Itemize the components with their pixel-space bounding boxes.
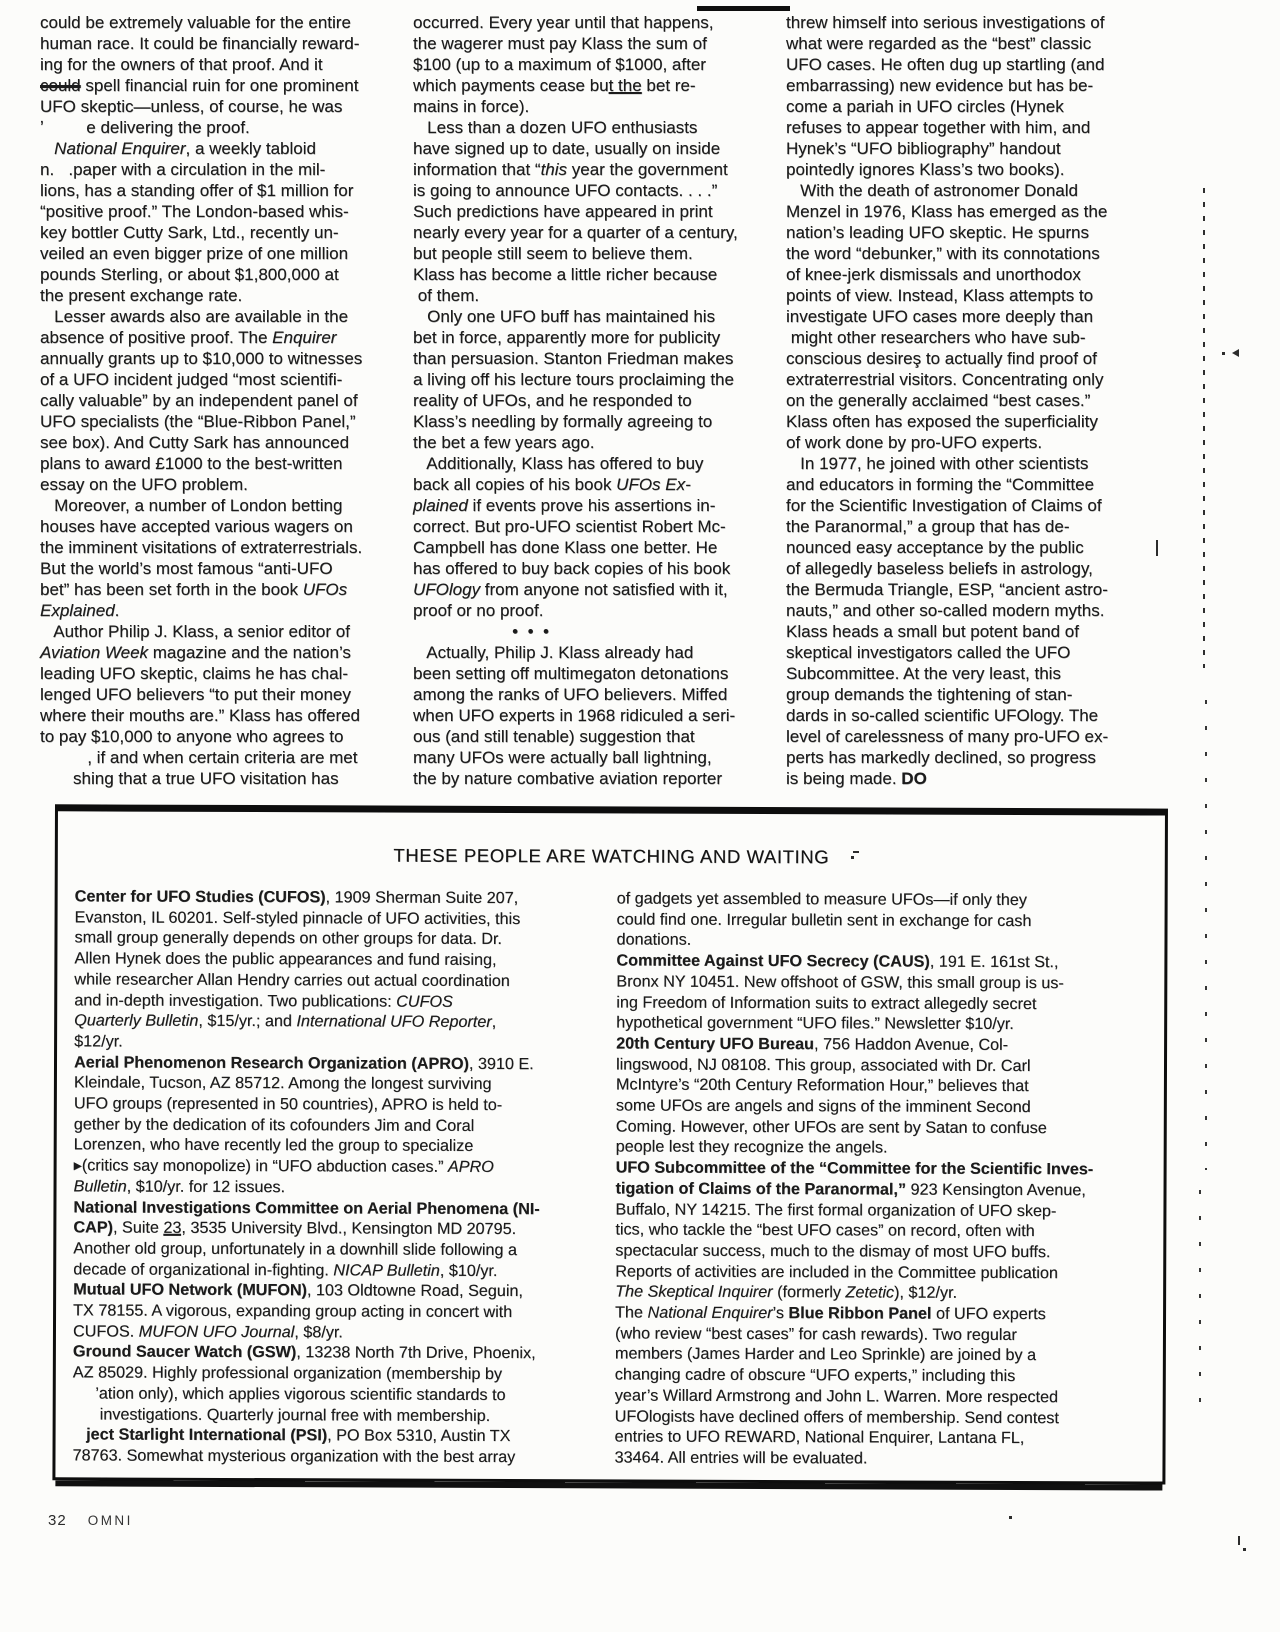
text-line: 78763. Somewhat mysterious organization with the best array — [72, 1446, 516, 1467]
text-line: lions, has a standing offer of $1 million for — [40, 181, 354, 200]
text-line: mains in force). — [413, 97, 530, 116]
text-line: gether by the dedication of its cofounders Jim and Coral — [73, 1115, 475, 1135]
text-line: the present exchange rate. — [40, 286, 243, 305]
text-line: and in-depth investigation. Two publications: CUFOS — [74, 990, 453, 1011]
scan-artifact — [1238, 1536, 1240, 1545]
text-line: nauts,” and other so-called modern myths. — [786, 601, 1105, 620]
magazine-name: OMNI — [87, 1513, 133, 1528]
text-line: investigate UFO cases more deeply than — [786, 307, 1094, 326]
text-line: decade of organizational in-fighting. NICAP Bulletin, $10/yr. — [73, 1260, 498, 1280]
text-line: has offered to buy back copies of his book — [413, 559, 731, 578]
text-line: what were regarded as the “best” classic — [786, 34, 1092, 53]
text-line: Aerial Phenomenon Research Organization (APRO), 3910 E. — [73, 1052, 534, 1073]
text-line: Kleindale, Tucson, AZ 85712. Among the longest surviving — [73, 1073, 492, 1094]
text-line: perts has markedly declined, so progress — [786, 748, 1096, 767]
text-line: embarrassing) new evidence but has be- — [786, 76, 1094, 95]
text-line: 33464. All entries will be evaluated. — [614, 1448, 868, 1468]
text-line: TX 78155. A vigorous, expanding group acting in concert with — [73, 1301, 513, 1322]
scan-artifact — [1243, 1548, 1246, 1551]
text-line: pounds Sterling, or about $1,800,000 at — [40, 265, 339, 284]
text-line: National Enquirer, a weekly tabloid — [54, 139, 316, 158]
text-line: bet in force, apparently more for publicity — [413, 328, 721, 347]
text-line: see box). And Cutty Sark has announced — [40, 433, 350, 452]
text-line: UFO cases. He often dug up startling (and — [786, 55, 1105, 74]
text-line: plained if events prove his assertions in- — [413, 496, 716, 515]
text-line: Only one UFO buff has maintained his — [413, 307, 716, 326]
text-line: Lesser awards also are available in the — [40, 307, 349, 326]
text-line: cally valuable” by an independent panel of — [40, 391, 358, 410]
text-line: CAP), Suite 23, 3535 University Blvd., Kensington MD 20795. — [73, 1218, 517, 1239]
text-line: Buffalo, NY 14215. The first formal organization of UFO skep- — [615, 1199, 1057, 1220]
text-line: $100 (up to a maximum of $1000, after — [413, 55, 706, 74]
article-column-1 — [40, 12, 404, 789]
text-line: among the ranks of UFO believers. Miffed — [413, 685, 728, 704]
text-line: people lest they recognize the angels. — [615, 1137, 888, 1157]
text-line: Bulletin, $10/yr. for 12 issues. — [73, 1177, 286, 1197]
text-line: been setting off multimegaton detonations — [413, 664, 729, 683]
scan-artifact — [1203, 188, 1205, 668]
scan-artifact — [1156, 540, 1158, 556]
text-line: annually grants up to $10,000 to witnesses — [40, 349, 363, 368]
text-line: hypothetical government “UFO files.” Newsletter $10/yr. — [616, 1013, 1014, 1034]
text-line: Subcommittee. At the very least, this — [786, 664, 1061, 683]
text-line: The Skeptical Inquirer (formerly Zetetic), $12/yr. — [615, 1282, 958, 1303]
text-line: houses have accepted various wagers on — [40, 517, 353, 536]
text-line: year’s Willard Armstrong and John L. Warren. More respected — [614, 1386, 1059, 1407]
text-line: might other researchers who have sub- — [786, 328, 1086, 347]
text-line: ing Freedom of Information suits to extract allegedly secret — [616, 992, 1037, 1013]
text-line: ʼ e delivering the proof. — [40, 118, 250, 137]
text-line: Allen Hynek does the public appearances and fund raising, — [74, 949, 497, 970]
text-line: 20th Century UFO Bureau, 756 Haddon Avenue, Col- — [616, 1034, 1009, 1054]
text-line: Explained. — [40, 601, 120, 620]
scan-artifact — [1199, 1190, 1201, 1420]
text-line: McIntyre’s “20th Century Reformation Hour,” believes that — [615, 1075, 1029, 1096]
text-line: key bottler Cutty Sark, Ltd., recently un- — [40, 223, 339, 242]
text-line: veiled an even bigger prize of one million — [40, 244, 349, 263]
text-line: In 1977, he joined with other scientists — [786, 454, 1089, 473]
text-line: nation’s leading UFO skeptic. He spurns — [786, 223, 1090, 242]
text-line: ▸(critics say monopolize) in “UFO abduction cases.” APRO — [73, 1156, 494, 1177]
text-line: Lorenzen, who have recently led the group to specialize — [73, 1135, 474, 1156]
text-line: the by nature combative aviation reporter — [413, 769, 723, 788]
text-line: donations. — [616, 930, 692, 950]
text-line: Less than a dozen UFO enthusiasts — [413, 118, 698, 137]
box-column-2 — [614, 888, 1154, 1470]
text-line: correct. But pro-UFO scientist Robert Mc- — [413, 517, 726, 536]
text-line: conscious desireş to actually find proof of — [786, 349, 1097, 368]
text-line: n. .paper with a circulation in the mil- — [40, 160, 326, 179]
text-line: Author Philip J. Klass, a senior editor of — [40, 622, 350, 641]
text-line: Another old group, unfortunately in a downhill slide following a — [73, 1239, 517, 1260]
text-line: occurred. Every year until that happens, — [413, 13, 714, 32]
scan-artifact — [1232, 349, 1239, 357]
scan-artifact — [1205, 700, 1207, 1170]
text-line: on the generally acclaimed “best cases.” — [786, 391, 1091, 410]
text-line: ing for the owners of that proof. And it — [40, 55, 323, 74]
text-line: some UFOs are angels and signs of the imminent Second — [615, 1096, 1031, 1117]
text-line: the imminent visitations of extraterrestrials. — [40, 538, 363, 557]
text-line: changing cadre of obscure “UFO experts,” including this — [614, 1365, 1016, 1386]
text-line: Additionally, Klass has offered to buy — [413, 454, 704, 473]
text-line: The National Enquirer’s Blue Ribbon Panel of UFO experts — [615, 1303, 1046, 1324]
box-column-1 — [72, 886, 610, 1468]
text-line: plans to award £1000 to the best-written — [40, 454, 343, 473]
article-column-3 — [786, 12, 1150, 789]
text-line: Hynek’s “UFO bibliography” handout — [786, 139, 1061, 158]
text-line: But the world’s most famous “anti-UFO — [40, 559, 333, 578]
text-line: lenged UFO believers “to put their money — [40, 685, 351, 704]
text-line: for the Scientific Investigation of Claims of — [786, 496, 1102, 515]
scan-artifact — [853, 851, 859, 853]
article-body — [40, 12, 1150, 789]
text-line: pointedly ignores Klass’s two books). — [786, 160, 1065, 179]
text-line: Ground Saucer Watch (GSW), 13238 North 7th Drive, Phoenix, — [72, 1342, 536, 1363]
text-line: $12/yr. — [74, 1032, 123, 1051]
text-line: ous (and still tenable) suggestion that — [413, 727, 695, 746]
scan-artifact — [851, 856, 854, 859]
scan-artifact — [697, 6, 790, 11]
text-line: of knee-jerk dismissals and unorthodox — [786, 265, 1081, 284]
text-line: of gadgets yet assembled to measure UFOs—if only they — [616, 889, 1027, 910]
page-footer — [48, 1512, 133, 1529]
text-line: UFOlogy from anyone not satisfied with it, — [413, 580, 728, 599]
text-line: bet” has been set forth in the book UFOs — [40, 580, 348, 599]
text-line: skeptical investigators called the UFO — [786, 643, 1071, 662]
box-columns — [72, 886, 1154, 1470]
text-line: when UFO experts in 1968 ridiculed a seri- — [413, 706, 736, 725]
text-line: Evanston, IL 60201. Self-styled pinnacle of UFO activities, this — [74, 908, 521, 928]
text-line: investigations. Quarterly journal free with membership. — [72, 1404, 491, 1425]
box-title: THESE PEOPLE ARE WATCHING AND WAITING — [393, 844, 830, 868]
text-line: (who review “best cases” for cash rewards). Two regular — [614, 1324, 1017, 1344]
text-line: tics, who tackle the “best UFO cases” on record, often with — [615, 1220, 1035, 1241]
text-line: CUFOS. MUFON UFO Journal, $8/yr. — [72, 1322, 343, 1342]
text-line: to pay $10,000 to anyone who agrees to — [40, 727, 344, 746]
text-line: Klass heads a small but potent band of — [786, 622, 1079, 641]
text-line: Bronx NY 10451. New offshoot of GSW, this small group is us- — [616, 972, 1064, 992]
text-line: nearly every year for a quarter of a century, — [413, 223, 738, 242]
text-line: essay on the UFO problem. — [40, 475, 248, 494]
text-line: the word “debunker,” with its connotations — [786, 244, 1100, 263]
text-line: “positive proof.” The London-based whis- — [40, 202, 349, 221]
text-line: small group generally depends on other groups for data. Dr. — [74, 928, 502, 949]
text-line: ject Starlight International (PSI), PO Box 5310, Austin TX — [86, 1425, 511, 1446]
text-line: than persuasion. Stanton Friedman makes — [413, 349, 734, 368]
text-line: nounced easy acceptance by the public — [786, 538, 1084, 557]
text-line: members (James Harder and Leo Sprinkle) are joined by a — [614, 1344, 1037, 1365]
text-line: the wagerer must pay Klass the sum of — [413, 34, 707, 53]
text-line: proof or no proof. — [413, 601, 544, 620]
text-line: Quarterly Bulletin, $15/yr.; and International UFO Reporter, — [74, 1011, 497, 1032]
text-line: UFOlogists have declined offers of membership. Send contest — [614, 1407, 1059, 1427]
text-line: the Paranormal,” a group that has de- — [786, 517, 1070, 536]
text-line: UFO groups (represented in 50 countries), APRO is held to- — [73, 1094, 503, 1115]
text-line: lingswood, NJ 08108. This group, associated with Dr. Carl — [615, 1055, 1031, 1075]
scan-artifact — [1009, 1516, 1012, 1519]
text-line: AZ 85029. Highly professional organization (membership by — [72, 1363, 503, 1384]
text-line: National Investigations Committee on Aerial Phenomena (NI- — [73, 1197, 540, 1218]
text-line: Klass’s needling by formally agreeing to — [413, 412, 713, 431]
text-line: threw himself into serious investigations of — [786, 13, 1105, 32]
text-line: but people still seem to believe them. — [413, 244, 693, 263]
text-line: Reports of activities are included in the Committee publication — [615, 1262, 1058, 1282]
text-line: ’ation only), which applies vigorous scientific standards to — [72, 1384, 506, 1404]
text-line: have signed up to date, usually on inside — [413, 139, 721, 158]
text-line: Such predictions have appeared in print — [413, 202, 713, 221]
page-number: 32 — [48, 1512, 67, 1529]
text-line: UFO skeptic—unless, of course, he was — [40, 97, 343, 116]
text-line: Committee Against UFO Secrecy (CAUS), 191 E. 161st St., — [616, 951, 1059, 972]
text-line: the Bermuda Triangle, ESP, “ancient astro- — [786, 580, 1108, 599]
text-line: Coming. However, other UFOs are sent by Satan to confuse — [615, 1117, 1047, 1137]
text-line: Aviation Week magazine and the nation’s — [40, 643, 351, 662]
text-line: Klass often has exposed the superficiality — [786, 412, 1098, 431]
text-line: Moreover, a number of London betting — [40, 496, 343, 515]
text-line: absence of positive proof. The Enquirer — [40, 328, 337, 347]
text-line: dards in so-called scientific UFOlogy. The — [786, 706, 1099, 725]
text-line: which payments cease but the bet re- — [413, 76, 696, 95]
article-column-2 — [413, 12, 777, 789]
text-line: points of view. Instead, Klass attempts to — [786, 286, 1094, 305]
text-line: is going to announce UFO contacts. . . .” — [413, 181, 718, 200]
text-line: refuses to appear together with him, and — [786, 118, 1091, 137]
text-line: level of carelessness of many pro-UFO ex- — [786, 727, 1109, 746]
text-line: UFO Subcommittee of the “Committee for the Scientific Inves- — [615, 1158, 1094, 1179]
scan-artifact — [1222, 352, 1225, 355]
text-line: could find one. Irregular bulletin sent in exchange for cash — [616, 910, 1032, 930]
text-line: is being made. DO — [786, 769, 927, 788]
text-line: , if and when certain criteria are met — [40, 748, 358, 767]
text-line: tigation of Claims of the Paranormal,” 923 Kensington Avenue, — [615, 1179, 1086, 1200]
text-line: the bet a few years ago. — [413, 433, 595, 452]
watchers-box — [52, 804, 1168, 1484]
text-line: UFO specialists (the “Blue-Ribbon Panel,” — [40, 412, 356, 431]
text-line: of work done by pro-UFO experts. — [786, 433, 1043, 452]
text-line: Menzel in 1976, Klass has emerged as the — [786, 202, 1108, 221]
text-line: back all copies of his book UFOs Ex- — [413, 475, 691, 494]
text-line: Klass has become a little richer because — [413, 265, 718, 284]
text-line: human race. It could be financially reward- — [40, 34, 360, 53]
text-line: while researcher Allan Hendry carries out actual coordination — [74, 970, 510, 990]
text-line: Center for UFO Studies (CUFOS), 1909 Sherman Suite 207, — [74, 887, 519, 908]
text-line: Mutual UFO Network (MUFON), 103 Oldtowne Road, Seguin, — [73, 1280, 523, 1301]
text-line: spectacular success, much to the dismay of most UFO buffs. — [615, 1241, 1051, 1262]
text-line: many UFOs were actually ball lightning, — [413, 748, 712, 767]
text-line: information that “this year the government — [413, 160, 728, 179]
text-line: and educators in forming the “Committee — [786, 475, 1095, 494]
text-line: With the death of astronomer Donald — [786, 181, 1078, 200]
text-line: a living off his lecture tours proclaiming the — [413, 370, 734, 389]
text-line: Campbell has done Klass one better. He — [413, 538, 718, 557]
text-line: entries to UFO REWARD, National Enquirer, Lantana FL, — [614, 1427, 1025, 1448]
text-line: could be extremely valuable for the entire — [40, 13, 351, 32]
text-line: of a UFO incident judged “most scientifi- — [40, 370, 343, 389]
text-line: reality of UFOs, and he responded to — [413, 391, 692, 410]
text-line: extraterrestrial visitors. Concentrating only — [786, 370, 1104, 389]
text-line: • • • — [413, 622, 549, 641]
text-line: shing that a true UFO visitation has — [40, 769, 339, 788]
text-line: where their mouths are.” Klass has offered — [40, 706, 361, 725]
text-line: of allegedly baseless beliefs in astrology, — [786, 559, 1093, 578]
text-line: leading UFO skeptic, claims he has chal- — [40, 664, 349, 683]
text-line: group demands the tightening of stan- — [786, 685, 1073, 704]
text-line: of them. — [413, 286, 480, 305]
text-line: could spell financial ruin for one prominent — [40, 76, 359, 95]
text-line: come a pariah in UFO circles (Hynek — [786, 97, 1064, 116]
text-line: Actually, Philip J. Klass already had — [413, 643, 694, 662]
